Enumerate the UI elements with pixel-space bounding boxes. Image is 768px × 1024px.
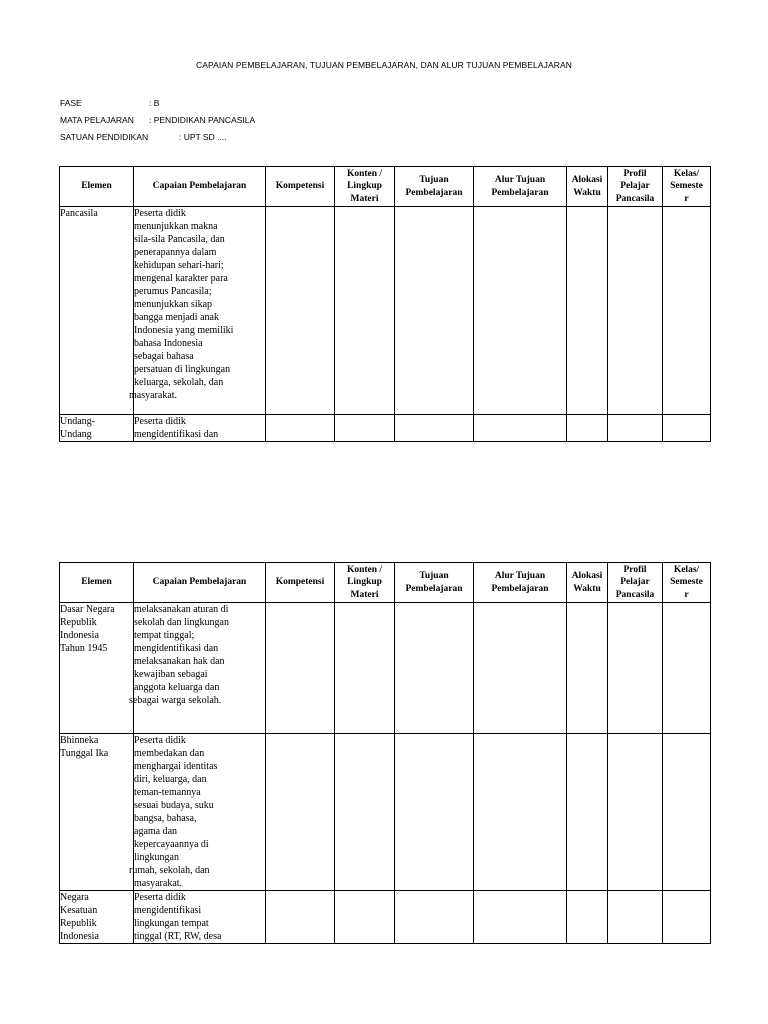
cell-elemen: Undang- Undang: [60, 415, 134, 442]
header-elemen: Elemen: [60, 167, 134, 207]
cell-alokasi: [567, 207, 608, 415]
cell-kompetensi: [266, 603, 335, 734]
cell-alur: [474, 734, 567, 891]
meta-value: : PENDIDIKAN PANCASILA: [149, 115, 256, 125]
header-capaian: Capaian Pembelajaran: [134, 563, 266, 603]
cell-elemen: Bhinneka Tunggal Ika: [60, 734, 134, 891]
table-row: [60, 603, 711, 734]
rpp-table-2: [59, 562, 711, 944]
cell-konten: [335, 603, 395, 734]
meta-value: : UPT SD ....: [179, 132, 227, 142]
meta-mata-pelajaran: [60, 115, 256, 125]
cell-profil: [608, 603, 663, 734]
cell-tujuan: [395, 207, 474, 415]
cell-elemen: Pancasila: [60, 207, 134, 415]
header-alur: Alur Tujuan Pembelajaran: [474, 167, 567, 207]
cell-profil: [608, 891, 663, 944]
header-konten: Konten / Lingkup Materi: [335, 167, 395, 207]
cell-profil: [608, 415, 663, 442]
document-title: CAPAIAN PEMBELAJARAN, TUJUAN PEMBELAJARAN, DAN ALUR TUJUAN PEMBELAJARAN: [196, 60, 572, 70]
cell-alur: [474, 891, 567, 944]
cell-alokasi: [567, 734, 608, 891]
cell-kelas: [663, 734, 711, 891]
cell-alokasi: [567, 891, 608, 944]
header-profil: Profil Pelajar Pancasila: [608, 563, 663, 603]
cell-kelas: [663, 207, 711, 415]
cell-tujuan: [395, 415, 474, 442]
header-tujuan: Tujuan Pembelajaran: [395, 167, 474, 207]
cell-konten: [335, 415, 395, 442]
cell-alur: [474, 415, 567, 442]
rpp-table-1: [59, 166, 711, 442]
cell-konten: [335, 734, 395, 891]
cell-capaian: melaksanakan aturan di sekolah dan lingkungan tempat tinggal; mengidentifikasi dan melaksanakan hak dan kewajiban sebagai anggota keluarga dan sebagai warga sekolah.: [134, 603, 266, 734]
table-header-row: [60, 563, 711, 603]
cell-alur: [474, 207, 567, 415]
cell-kelas: [663, 415, 711, 442]
cell-elemen: Negara Kesatuan Republik Indonesia: [60, 891, 134, 944]
table-row: [60, 415, 711, 442]
meta-satuan-pendidikan: [60, 132, 227, 142]
cell-tujuan: [395, 603, 474, 734]
table-row: [60, 891, 711, 944]
header-konten: Konten / Lingkup Materi: [335, 563, 395, 603]
meta-label: FASE: [60, 98, 82, 108]
header-elemen: Elemen: [60, 563, 134, 603]
header-alokasi: Alokasi Waktu: [567, 167, 608, 207]
cell-alur: [474, 603, 567, 734]
header-tujuan: Tujuan Pembelajaran: [395, 563, 474, 603]
cell-kelas: [663, 603, 711, 734]
meta-fase: [60, 98, 160, 108]
cell-elemen: Dasar Negara Republik Indonesia Tahun 1945: [60, 603, 134, 734]
cell-tujuan: [395, 734, 474, 891]
table-header-row: [60, 167, 711, 207]
header-alokasi: Alokasi Waktu: [567, 563, 608, 603]
cell-alokasi: [567, 603, 608, 734]
table-row: [60, 734, 711, 891]
cell-profil: [608, 734, 663, 891]
cell-tujuan: [395, 891, 474, 944]
header-kelas: Kelas/ Semeste r: [663, 167, 711, 207]
header-profil: Profil Pelajar Pancasila: [608, 167, 663, 207]
cell-konten: [335, 207, 395, 415]
header-kompetensi: Kompetensi: [266, 563, 335, 603]
cell-profil: [608, 207, 663, 415]
cell-capaian: Peserta didik mengidentifikasi lingkungan tempat tinggal (RT, RW, desa: [134, 891, 266, 944]
meta-label: SATUAN PENDIDIKAN: [60, 132, 149, 142]
meta-label: MATA PELAJARAN: [60, 115, 134, 125]
cell-kompetensi: [266, 207, 335, 415]
cell-kompetensi: [266, 734, 335, 891]
header-kelas: Kelas/ Semeste r: [663, 563, 711, 603]
cell-kompetensi: [266, 415, 335, 442]
cell-alokasi: [567, 415, 608, 442]
cell-capaian: Peserta didik menunjukkan makna sila-sila Pancasila, dan penerapannya dalam kehidupan sehari-hari; mengenal karakter para perumus Pancasila; menunjukkan sikap bangga menjadi anak Indonesia yang memiliki bahasa Indonesia sebagai bahasa persatuan di lingkungan keluarga, sekolah, dan masyarakat.: [134, 207, 266, 415]
meta-value: : B: [149, 98, 160, 108]
cell-capaian: Peserta didik mengidentifikasi dan: [134, 415, 266, 442]
cell-capaian: Peserta didik membedakan dan menghargai identitas diri, keluarga, dan teman-temannya sesuai budaya, suku bangsa, bahasa, agama dan kepercayaannya di lingkungan rumah, sekolah, dan masyarakat.: [134, 734, 266, 891]
cell-kompetensi: [266, 891, 335, 944]
header-capaian: Capaian Pembelajaran: [134, 167, 266, 207]
header-kompetensi: Kompetensi: [266, 167, 335, 207]
cell-kelas: [663, 891, 711, 944]
table-row: [60, 207, 711, 415]
header-alur: Alur Tujuan Pembelajaran: [474, 563, 567, 603]
cell-konten: [335, 891, 395, 944]
